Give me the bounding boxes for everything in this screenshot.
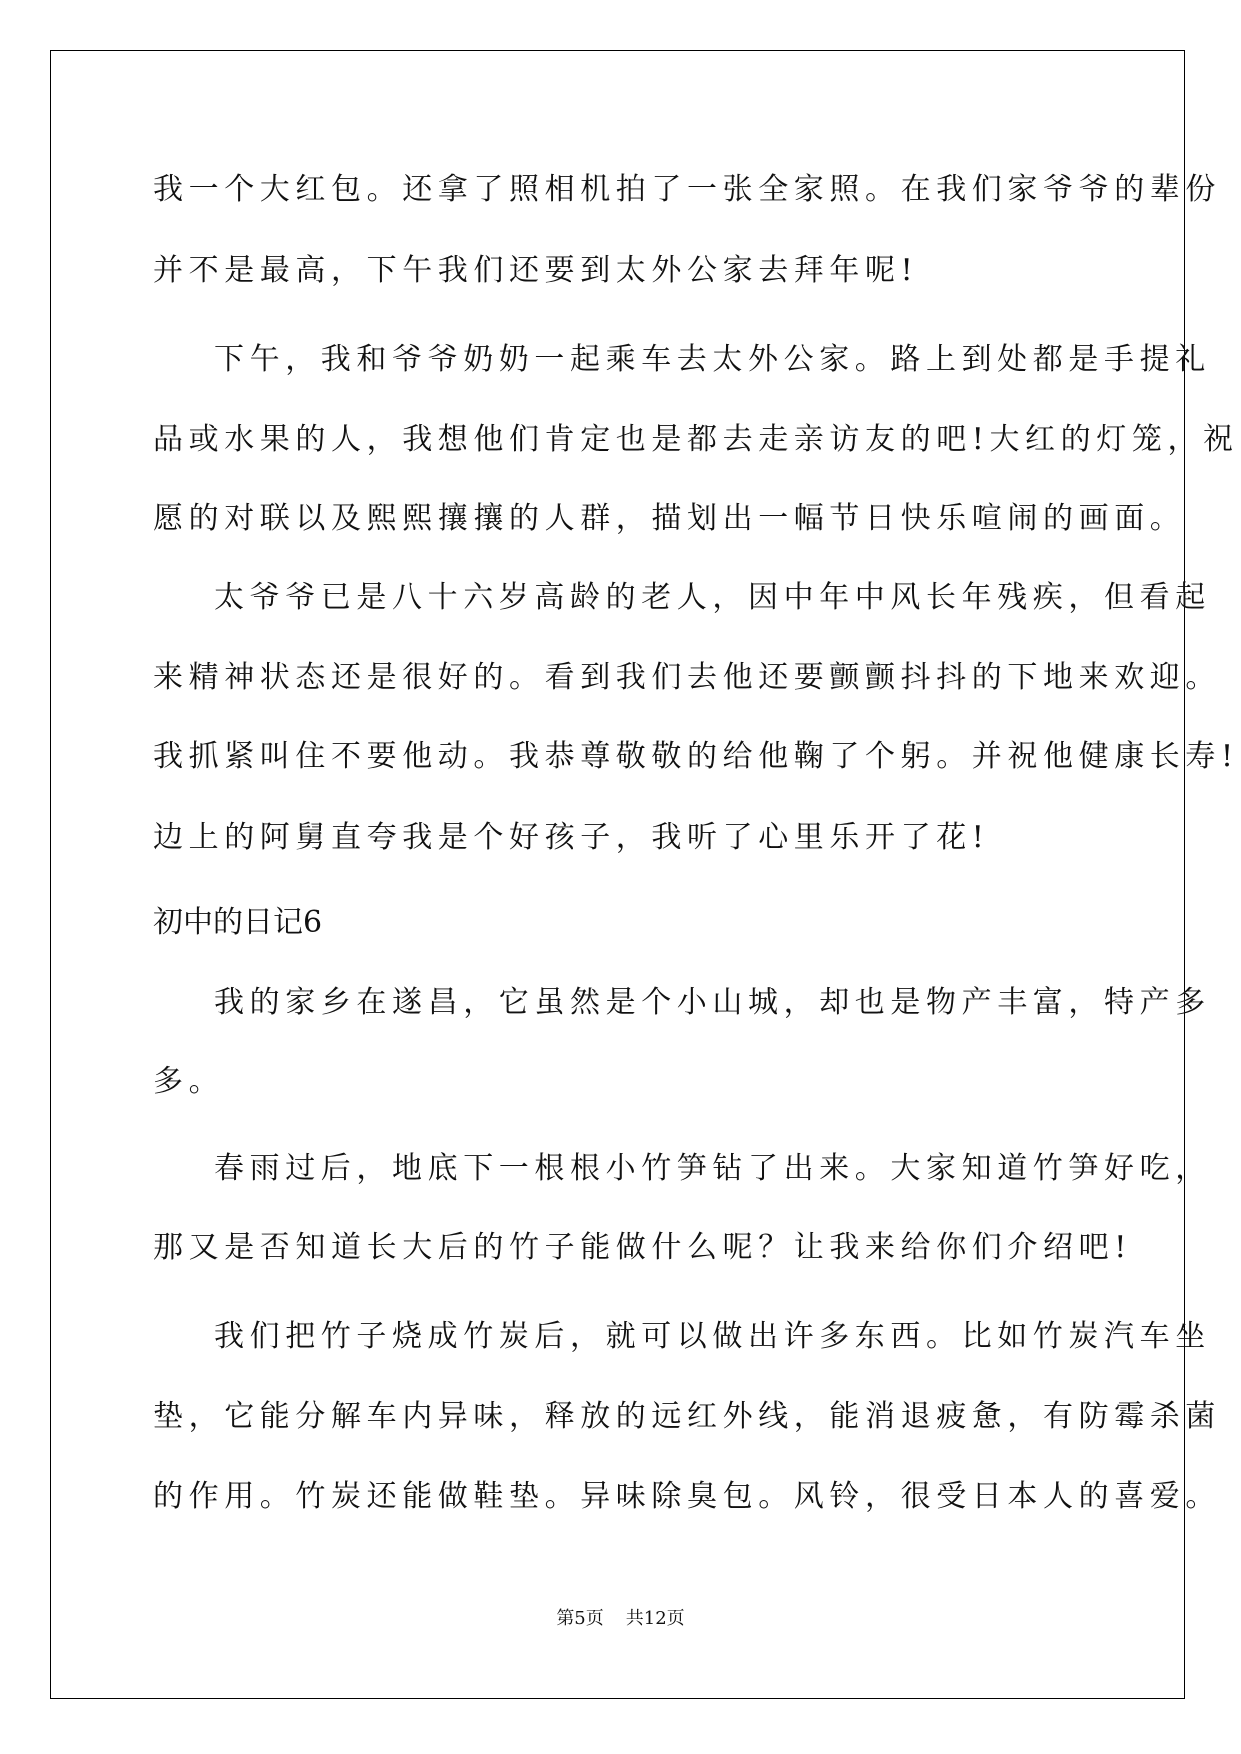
body-line: 我抓紧叫住不要他动。我恭尊敬敬的给他鞠了个躬。并祝他健康长寿! xyxy=(153,739,1239,774)
page-total: 共12页 xyxy=(625,1608,685,1629)
body-line: 愿的对联以及熙熙攘攘的人群，描划出一幅节日快乐喧闹的画面。 xyxy=(153,501,1186,536)
body-line: 并不是最高，下午我们还要到太外公家去拜年呢! xyxy=(153,253,919,288)
body-line: 品或水果的人，我想他们肯定也是都去走亲访友的吧!大红的灯笼，祝 xyxy=(153,422,1239,457)
paragraph-start-line: 下午，我和爷爷奶奶一起乘车去太外公家。路上到处都是手提礼 xyxy=(214,342,1211,377)
page-border xyxy=(50,50,1185,1699)
paragraph-start-line: 春雨过后，地底下一根根小竹笋钻了出来。大家知道竹笋好吃， xyxy=(214,1151,1211,1186)
paragraph-start-line: 我的家乡在遂昌，它虽然是个小山城，却也是物产丰富，特产多 xyxy=(214,985,1211,1020)
section-heading: 初中的日记6 xyxy=(153,905,323,940)
body-line: 那又是否知道长大后的竹子能做什么呢？让我来给你们介绍吧! xyxy=(153,1230,1132,1265)
body-line: 我一个大红包。还拿了照相机拍了一张全家照。在我们家爷爷的辈份 xyxy=(153,172,1221,207)
body-line: 垫，它能分解车内异味，释放的远红外线，能消退疲惫，有防霉杀菌 xyxy=(153,1399,1221,1434)
body-line: 多。 xyxy=(153,1064,225,1099)
body-line: 边上的阿舅直夸我是个好孩子，我听了心里乐开了花! xyxy=(153,820,990,855)
page-footer xyxy=(0,1604,1241,1630)
body-line: 的作用。竹炭还能做鞋垫。异味除臭包。风铃，很受日本人的喜爱。 xyxy=(153,1479,1221,1514)
page-number: 第5页 xyxy=(556,1608,604,1629)
paragraph-start-line: 太爷爷已是八十六岁高龄的老人，因中年中风长年残疾，但看起 xyxy=(214,580,1211,615)
paragraph-start-line: 我们把竹子烧成竹炭后，就可以做出许多东西。比如竹炭汽车坐 xyxy=(214,1319,1211,1354)
body-line: 来精神状态还是很好的。看到我们去他还要颤颤抖抖的下地来欢迎。 xyxy=(153,660,1221,695)
